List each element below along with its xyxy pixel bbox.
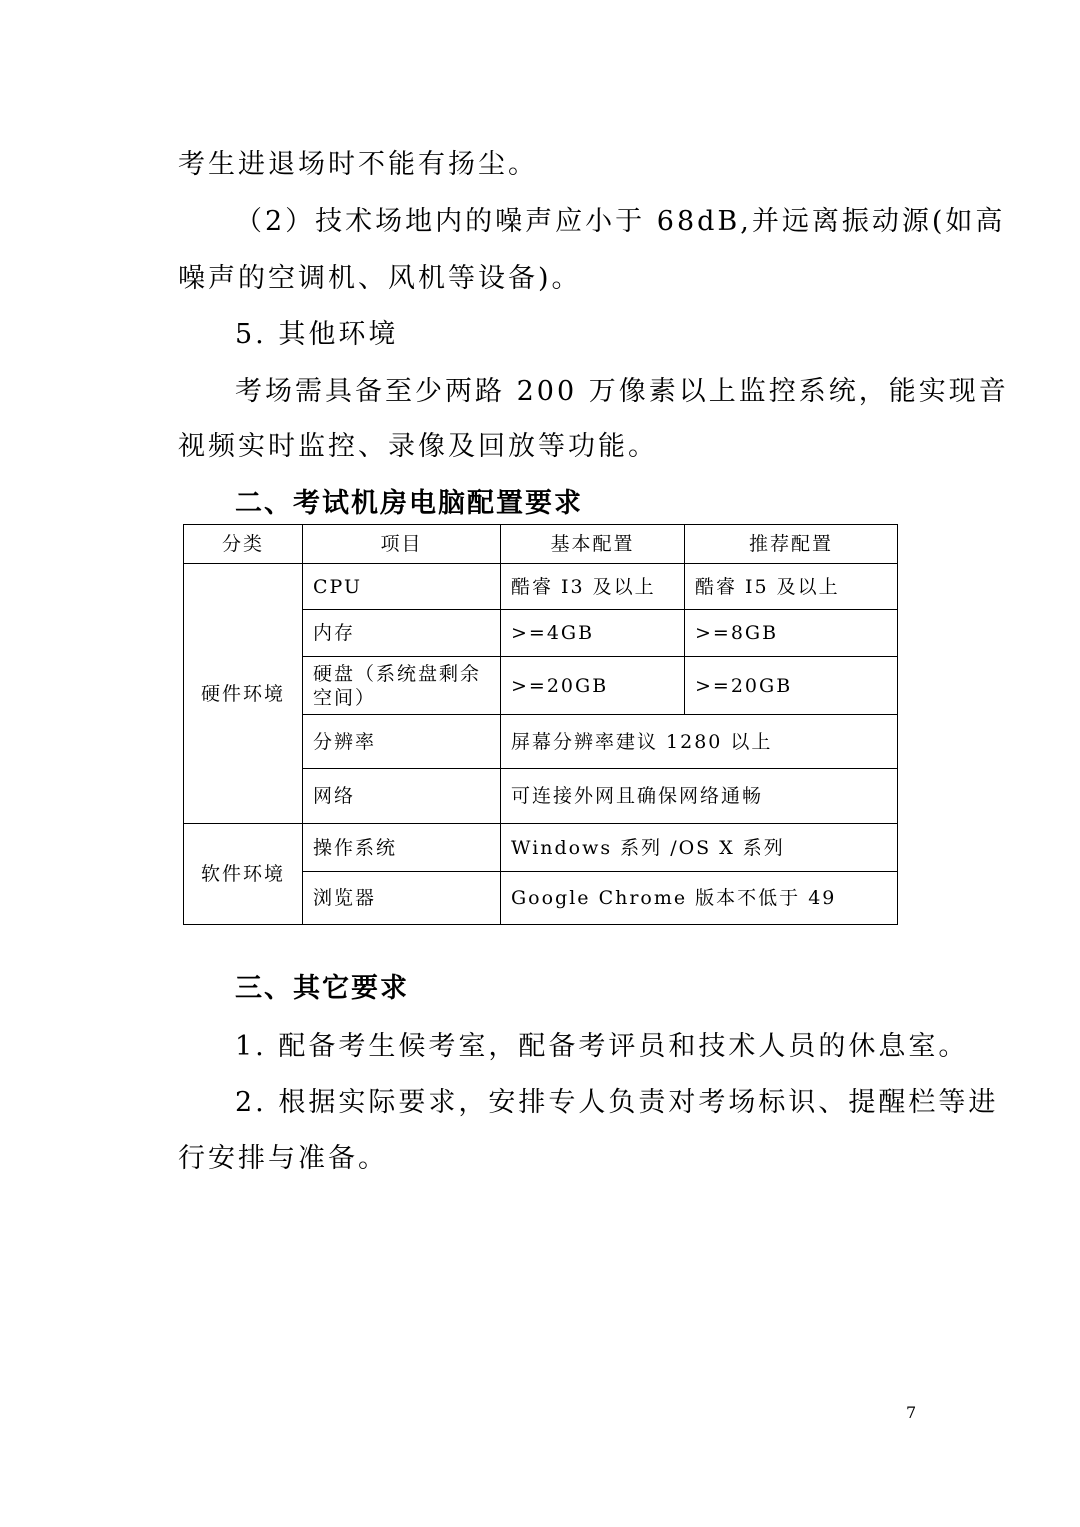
table-header-category: 分类	[184, 525, 303, 564]
table-cell-recommended: >=8GB	[685, 610, 898, 657]
subsection-other-environment: 5. 其他环境	[235, 319, 399, 350]
table-cell-item: 浏览器	[303, 872, 501, 925]
table-cell-recommended: >=20GB	[685, 657, 898, 715]
table-cell-item: 内存	[303, 610, 501, 657]
section-heading-other-requirements: 三、其它要求	[235, 973, 409, 1004]
section-heading-computer-config: 二、考试机房电脑配置要求	[235, 488, 583, 519]
requirement-item-2-line2: 行安排与准备。	[178, 1143, 388, 1174]
paragraph-monitoring-line2: 视频实时监控、录像及回放等功能。	[178, 431, 658, 462]
paragraph-noise-line2: 噪声的空调机、风机等设备)。	[178, 263, 582, 294]
table-cell-basic: >=20GB	[501, 657, 685, 715]
table-cell-item: 分辨率	[303, 715, 501, 769]
table-header-row	[184, 525, 898, 564]
category-software: 软件环境	[184, 824, 303, 925]
table-header-item: 项目	[303, 525, 501, 564]
table-header-recommended: 推荐配置	[685, 525, 898, 564]
requirement-item-1: 1. 配备考生候考室，配备考评员和技术人员的休息室。	[235, 1031, 969, 1062]
table-row	[184, 824, 898, 872]
table-cell-item: CPU	[303, 564, 501, 610]
table-cell-recommended: 酷睿 I5 及以上	[685, 564, 898, 610]
requirement-item-2-line1: 2. 根据实际要求，安排专人负责对考场标识、提醒栏等进	[235, 1087, 999, 1118]
table-cell-merged: Windows 系列 /OS X 系列	[501, 824, 898, 872]
table-cell-basic: 酷睿 I3 及以上	[501, 564, 685, 610]
paragraph-noise-line1: （2）技术场地内的噪声应小于 68dB,并远离振动源(如高	[235, 206, 1006, 237]
paragraph-dust: 考生进退场时不能有扬尘。	[178, 149, 538, 180]
table-cell-merged: 可连接外网且确保网络通畅	[501, 769, 898, 824]
table-header-basic: 基本配置	[501, 525, 685, 564]
paragraph-monitoring-line1: 考场需具备至少两路 200 万像素以上监控系统，能实现音	[235, 376, 1009, 407]
table-row	[184, 564, 898, 610]
page-number: 7	[906, 1403, 917, 1422]
category-hardware: 硬件环境	[184, 564, 303, 824]
computer-config-table	[183, 524, 898, 925]
table-cell-item: 硬盘（系统盘剩余空间）	[303, 657, 501, 715]
table-cell-item: 操作系统	[303, 824, 501, 872]
table-cell-merged: 屏幕分辨率建议 1280 以上	[501, 715, 898, 769]
table-cell-item: 网络	[303, 769, 501, 824]
table-cell-basic: >=4GB	[501, 610, 685, 657]
table-cell-merged: Google Chrome 版本不低于 49	[501, 872, 898, 925]
